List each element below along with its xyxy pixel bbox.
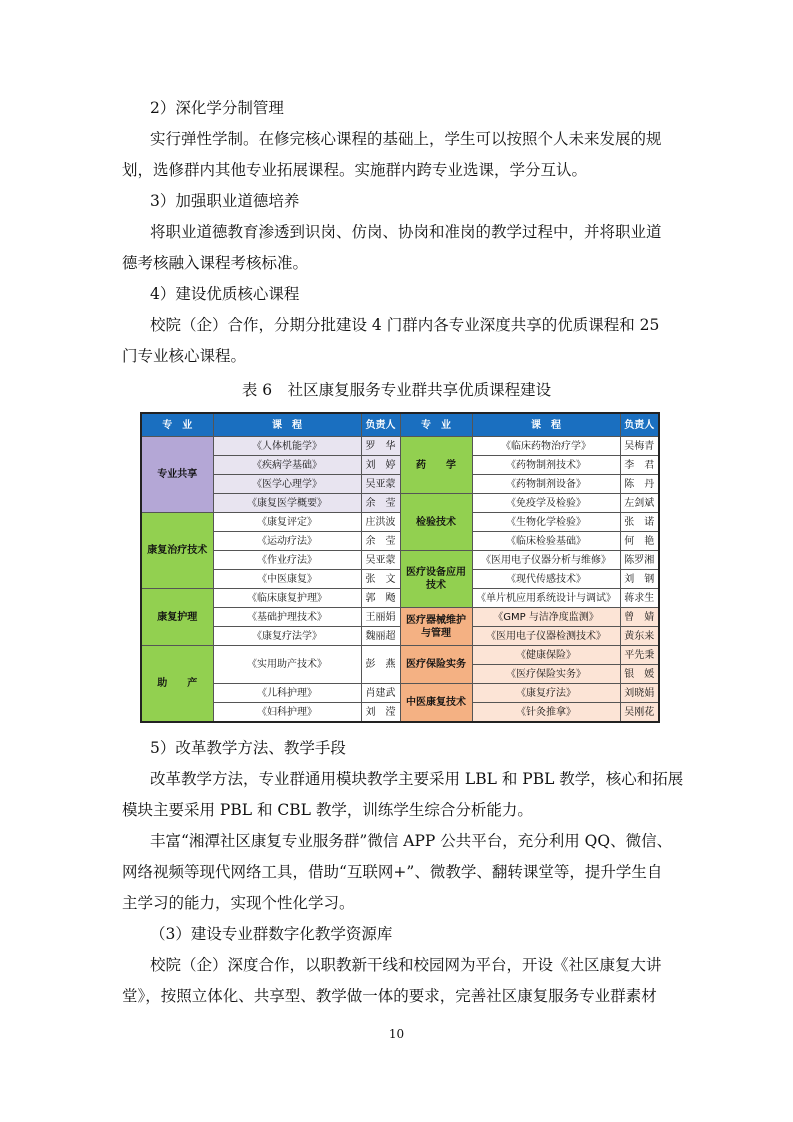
owner-cell: 蒋求生 <box>620 589 659 608</box>
owner-cell: 王丽娟 <box>361 608 400 627</box>
header-owner: 负责人 <box>620 413 659 437</box>
owner-cell: 庄洪波 <box>361 513 400 532</box>
major-cell: 中医康复技术 <box>400 684 472 723</box>
table-wrapper <box>140 412 658 723</box>
major-cell: 医疗设备应用技术 <box>400 551 472 608</box>
owner-cell: 刘 钢 <box>620 570 659 589</box>
paragraph-line: 网络视频等现代网络工具，借助“互联网+”、微教学、翻转课堂等，提升学生自 <box>122 863 663 881</box>
course-cell: 《生物化学检验》 <box>472 513 620 532</box>
course-cell: 《药物制剂技术》 <box>472 456 620 475</box>
owner-cell: 陈罗湘 <box>620 551 659 570</box>
paragraph-line: 划，选修群内其他专业拓展课程。实施群内跨专业选课，学分互认。 <box>122 161 588 179</box>
owner-cell: 魏丽超 <box>361 627 400 646</box>
owner-cell: 肖建武 <box>361 684 400 703</box>
owner-cell: 罗 华 <box>361 437 400 456</box>
owner-cell: 余 莹 <box>361 532 400 551</box>
header-course: 课 程 <box>213 413 361 437</box>
course-cell: 《康复医学概要》 <box>213 494 361 513</box>
table-row <box>141 494 659 513</box>
course-cell: 《妇科护理》 <box>213 703 361 723</box>
owner-cell: 郭 飏 <box>361 589 400 608</box>
paragraph-line: 模块主要采用 PBL 和 CBL 教学，训练学生综合分析能力。 <box>122 801 533 819</box>
paragraph-line: 4）建设优质核心课程 <box>150 285 300 303</box>
owner-cell: 吴梅青 <box>620 437 659 456</box>
header-major: 专 业 <box>400 413 472 437</box>
owner-cell: 吴亚蒙 <box>361 475 400 494</box>
major-cell: 药 学 <box>400 437 472 494</box>
course-cell: 《人体机能学》 <box>213 437 361 456</box>
course-table <box>140 412 660 723</box>
paragraph-line: 堂》，按照立体化、共享型、教学做一体的要求，完善社区康复服务专业群素材 <box>122 987 657 1005</box>
major-cell: 专业共享 <box>141 437 213 513</box>
owner-cell: 曾 婧 <box>620 608 659 627</box>
owner-cell: 平先秉 <box>620 646 659 665</box>
paragraph-line: 主学习的能力，实现个性化学习。 <box>122 894 355 912</box>
course-cell: 《临床康复护理》 <box>213 589 361 608</box>
header-major: 专 业 <box>141 413 213 437</box>
paragraph-line: （3）建设专业群数字化教学资源库 <box>150 925 393 943</box>
owner-cell: 余 莹 <box>361 494 400 513</box>
paragraph-line: 校院（企）深度合作，以职教新干线和校园网为平台，开设《社区康复大讲 <box>150 956 662 974</box>
owner-cell: 吴亚蒙 <box>361 551 400 570</box>
owner-cell: 张 诺 <box>620 513 659 532</box>
course-cell: 《实用助产技术》 <box>213 646 361 684</box>
course-cell: 《作业疗法》 <box>213 551 361 570</box>
course-cell: 《医用电子仪器分析与维修》 <box>472 551 620 570</box>
paragraph-line: 丰富“湘潭社区康复专业服务群”微信 APP 公共平台，充分利用 QQ、微信、 <box>150 832 673 850</box>
header-owner: 负责人 <box>361 413 400 437</box>
course-cell: 《单片机应用系统设计与调试》 <box>472 589 620 608</box>
owner-cell: 张 文 <box>361 570 400 589</box>
table-row <box>141 646 659 665</box>
course-cell: 《运动疗法》 <box>213 532 361 551</box>
course-cell: 《药物制剂设备》 <box>472 475 620 494</box>
major-cell: 医疗保险实务 <box>400 646 472 684</box>
paragraph-line: 改革教学方法，专业群通用模块教学主要采用 LBL 和 PBL 教学，核心和拓展 <box>150 770 684 788</box>
course-cell: 《疾病学基础》 <box>213 456 361 475</box>
top-paragraphs <box>0 93 793 372</box>
course-cell: 《医用电子仪器检测技术》 <box>472 627 620 646</box>
course-cell: 《康复评定》 <box>213 513 361 532</box>
paragraph-line: 3）加强职业道德培养 <box>150 192 300 210</box>
owner-cell: 李 君 <box>620 456 659 475</box>
owner-cell: 何 艳 <box>620 532 659 551</box>
paragraph-line: 实行弹性学制。在修完核心课程的基础上，学生可以按照个人未来发展的规 <box>150 130 662 148</box>
major-cell: 医疗器械维护与管理 <box>400 608 472 646</box>
major-cell: 康复治疗技术 <box>141 513 213 589</box>
course-cell: 《临床检验基础》 <box>472 532 620 551</box>
paragraph-line: 德考核融入课程考核标准。 <box>122 254 309 272</box>
major-cell: 检验技术 <box>400 494 472 551</box>
bottom-paragraphs <box>0 733 793 1012</box>
course-cell: 《中医康复》 <box>213 570 361 589</box>
course-cell: 《医疗保险实务》 <box>472 665 620 684</box>
owner-cell: 刘晓娟 <box>620 684 659 703</box>
course-cell: 《康复疗法》 <box>472 684 620 703</box>
paragraph-line: 将职业道德教育渗透到识岗、仿岗、协岗和准岗的教学过程中，并将职业道 <box>150 223 662 241</box>
page-number: 10 <box>388 1027 405 1041</box>
major-cell: 助 产 <box>141 646 213 723</box>
course-cell: 《针灸推拿》 <box>472 703 620 723</box>
course-cell: 《康复疗法学》 <box>213 627 361 646</box>
owner-cell: 黄东来 <box>620 627 659 646</box>
course-cell: 《医学心理学》 <box>213 475 361 494</box>
owner-cell: 陈 丹 <box>620 475 659 494</box>
table-row <box>141 551 659 570</box>
owner-cell: 左剑斌 <box>620 494 659 513</box>
owner-cell: 吴刚花 <box>620 703 659 723</box>
paragraph-line: 校院（企）合作，分期分批建设 4 门群内各专业深度共享的优质课程和 25 <box>150 316 660 334</box>
owner-cell: 彭 燕 <box>361 646 400 684</box>
major-cell: 康复护理 <box>141 589 213 646</box>
course-cell: 《GMP 与洁净度监测》 <box>472 608 620 627</box>
owner-cell: 银 媛 <box>620 665 659 684</box>
table-row <box>141 684 659 703</box>
course-cell: 《儿科护理》 <box>213 684 361 703</box>
table-caption: 表 6 社区康复服务专业群共享优质课程建设 <box>241 381 552 399</box>
course-cell: 《临床药物治疗学》 <box>472 437 620 456</box>
course-cell: 《免疫学及检验》 <box>472 494 620 513</box>
paragraph-line: 门专业核心课程。 <box>122 347 247 365</box>
header-course: 课 程 <box>472 413 620 437</box>
paragraph-line: 2）深化学分制管理 <box>150 99 284 117</box>
course-cell: 《现代传感技术》 <box>472 570 620 589</box>
course-cell: 《基础护理技术》 <box>213 608 361 627</box>
course-cell: 《健康保险》 <box>472 646 620 665</box>
table-row <box>141 608 659 627</box>
owner-cell: 刘 婷 <box>361 456 400 475</box>
table-row <box>141 437 659 456</box>
paragraph-line: 5）改革教学方法、教学手段 <box>150 739 346 757</box>
owner-cell: 刘 滢 <box>361 703 400 723</box>
